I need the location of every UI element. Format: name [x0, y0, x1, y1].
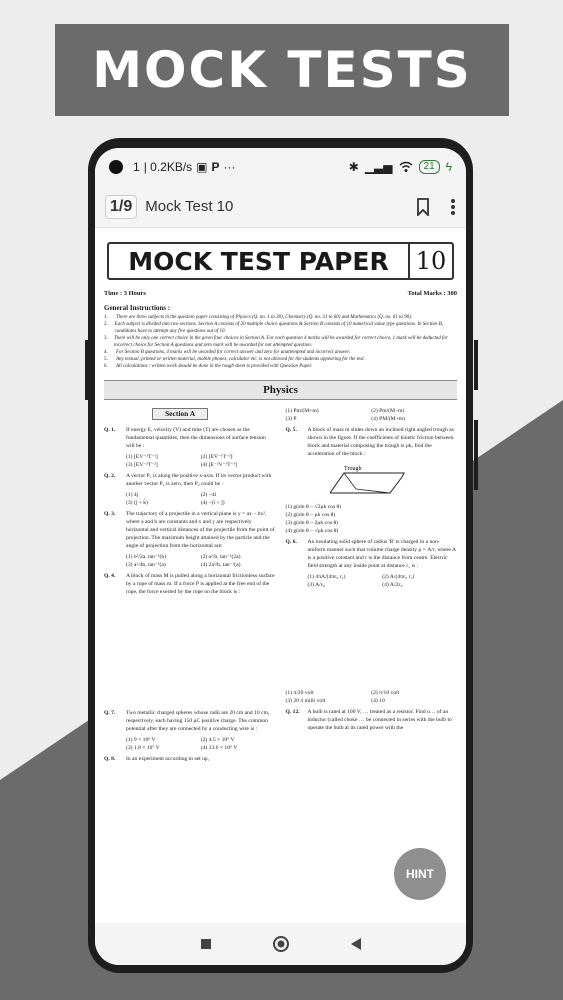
hint-button[interactable]: HINT [394, 848, 446, 900]
pdf-page[interactable] [95, 228, 466, 923]
status-net-speed: | 0.2KB/s [143, 160, 193, 174]
status-bar [95, 148, 466, 186]
question: Q. 3. The trajectory of a projectile in a vertical plane is y = ax − bx², where a and b are constants and x and y are respectively horizontal and vertical distances of the projectile from the point of projection. The maximum height attained by the particle and the angle of projection from the horizontal are: [104, 511, 275, 549]
phone-screen [95, 148, 466, 965]
status-time: 1 [133, 160, 140, 174]
instructions-title: General Instructions : [104, 304, 171, 312]
trough-label: Trough [343, 466, 361, 472]
question: Q. 1. If energy E, velocity (V) and time (T) are chosen as the fundamental quantities, then the dimensions of surface tension will be : [104, 427, 266, 449]
question-options: (1) b²/2a, tan⁻¹(b) (2) a²/b, tan⁻¹(2a) (3) a²/4b, tan⁻¹(a) (4) 2a²/b, tan⁻¹(a) [126, 554, 241, 568]
phone-side-button [85, 340, 89, 400]
instruction-item: 6. All calculations / written work should be done in the rough sheet is provided with Question Paper. [104, 364, 313, 369]
navigation-bar [95, 923, 466, 965]
question: Q. 12. A bulb is rated at 100 V, … treated as a resistor. Find o… of an inductor (called choke … be connected in series with the bulb to operate the bulb at its rated power with the [285, 709, 452, 731]
question-options: (1) π/20 volt (2) π/10 volt (3) 20 π milli volt (4) 10 [285, 690, 400, 704]
paper-title: MOCK TEST PAPER [128, 246, 389, 276]
instruction-item: 2. Each subject is divided into two sections. Section A consists of 20 multiple choice questions & Section B consists of 10 numerical value type questions. In Section B, candidates have to attempt any five questions out of 10. [104, 322, 444, 334]
question-options: (1) Pm/(M+m) (2) Pm/(M−m) (3) P (4) PM/(M+m) [285, 408, 406, 422]
front-camera [109, 160, 123, 174]
question: Q. 6. An insulating solid sphere of radius 'R' is charged in a non-uniform manner such that volume charge density ρ = A/r, where A is a positive constant and r is the distance from centre. Electric field strength at any inside point at distance r₁ is : [285, 539, 456, 569]
question-options: (1) 9 × 10⁶ V (2) 4.5 × 10⁶ V (3) 1.8 × 10⁷ V (4) 13.6 × 10⁶ V [126, 737, 238, 751]
battery-icon: 21 [419, 160, 440, 174]
question: Q. 4. A block of mass M is pulled along a horizontal frictionless surface by a rope of mass m. If a force P is applied at the free end of the rope, the force exerted by the rope on the block is : [104, 573, 275, 595]
instruction-item: 1. There are three subjects in the question paper consisting of Physics (Q. no. 1 to 30), Chemistry (Q. no. 31 to 60) and Mathematics (Q. no. 61 to 90). [104, 315, 413, 320]
more-notifications-icon: ··· [223, 160, 236, 174]
time-allowed: Time : 3 Hours [104, 290, 146, 297]
right-column [286, 406, 458, 766]
app-bar [95, 186, 466, 228]
phone-side-button [474, 340, 478, 390]
app-notification-icon: P [211, 160, 220, 174]
page-indicator: 1/9 [105, 195, 137, 219]
gallery-notification-icon: ▣ [196, 160, 208, 174]
question-options: (1) 4πA/(4πε₀ r₁) (2) A/(4πε₀ r₁) (3) A/ε₀ (4) A/2ε₀ [307, 574, 415, 588]
section-heading: Section A [152, 408, 208, 420]
bookmark-icon[interactable] [416, 198, 430, 216]
blank-space [286, 592, 458, 688]
signal-icon: ▁▃▅ [364, 160, 393, 174]
promo-banner [55, 24, 509, 116]
back-icon[interactable] [350, 937, 362, 951]
total-marks: Total Marks : 300 [407, 290, 457, 297]
document-title: Mock Test 10 [145, 198, 234, 215]
question-options: (1) g(sin θ − √2μk cos θ) (2) g(sin θ − μk cos θ) (3) g(sin θ − 2μk cos θ) (4) g(sin θ − √μk cos θ) [285, 504, 342, 534]
home-icon[interactable] [272, 935, 290, 953]
bluetooth-icon: ✱ [348, 160, 359, 174]
question-options: (1) [EV⁻²T⁻¹] (2) [EV⁻¹T⁻²] (3) [EV⁻²T⁻²] (4) [E⁻²V⁻¹T⁻³] [126, 454, 238, 468]
instruction-item: 5. Any textual, printed or written material, mobile phones, calculator etc. is not allowed for the students appearing for the test. [104, 357, 365, 362]
instruction-item: 4. For Section B questions, 4 marks will be awarded for correct answer and zero for unattempted and incorrect answer. [104, 350, 350, 355]
question: Q. 2. A vector P₁ is along the positive x-axis. If its vector product with another vector P₂ is zero, then P₂ could be : [104, 473, 272, 487]
blank-space [104, 599, 276, 709]
more-options-icon[interactable] [450, 198, 456, 216]
recent-apps-icon[interactable] [200, 938, 212, 950]
left-column [104, 406, 276, 766]
phone-side-button [474, 420, 478, 490]
paper-number: 10 [408, 244, 452, 278]
promo-banner-title: MOCK TESTS [92, 41, 472, 99]
question-options: (1) 4ĵ (2) −4î (3) (ĵ + k̂) (4) −(î + ĵ) [126, 492, 225, 506]
charging-icon: ϟ [445, 160, 452, 174]
instructions-list [104, 314, 457, 370]
question: Q. 7. Two metallic charged spheres whose radii are 20 cm and 10 cm, respectively, each having 150 μC positive charge. The common potential after they are connected by a conducting wire is : [104, 710, 270, 732]
wifi-icon [399, 161, 413, 173]
instruction-item: 3. There will be only one correct choice in the given four choices in Section A. For each question 4 marks will be awarded for correct choice, 1 mark will be deducted for incorrect choice for Section A questions and zero mark will be awarded for not attempted question. [104, 336, 448, 348]
subject-heading: Physics [104, 380, 457, 400]
trough-figure [326, 463, 406, 497]
question: Q. 5. A block of mass m slides down an inclined right angled trough as shown in the figure. If the coefficients of kinetic friction between block and material composing the trough is μk, find the acceleration of the block : [285, 427, 454, 457]
paper-heading [107, 242, 454, 280]
question: Q. 8. In an experiment according to set up, [104, 756, 210, 762]
